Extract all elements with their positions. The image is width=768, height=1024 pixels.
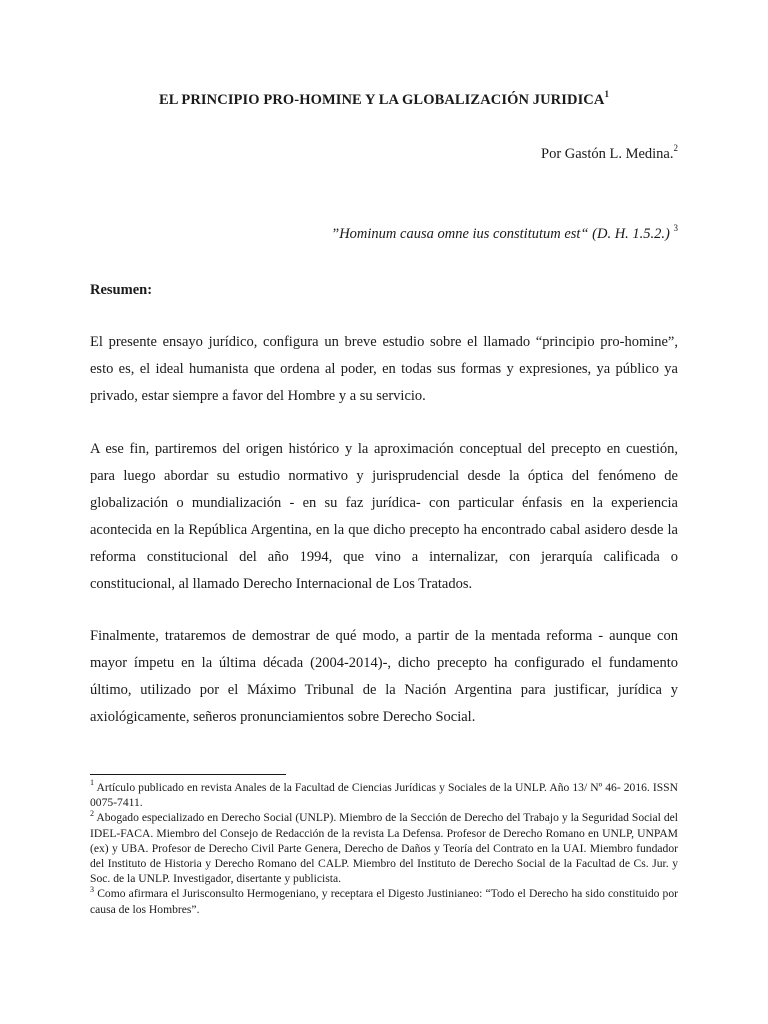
footnote bbox=[90, 780, 678, 810]
epigraph bbox=[331, 223, 678, 243]
footnote-ref-3: 3 bbox=[673, 223, 678, 234]
footnote-mark: 3 bbox=[90, 884, 95, 894]
document-page bbox=[90, 0, 678, 1024]
footnote-separator bbox=[90, 774, 286, 775]
section-heading: Resumen: bbox=[90, 282, 153, 298]
footnote bbox=[90, 810, 678, 886]
epigraph-reference: (D. H. 1.5.2.) bbox=[592, 226, 670, 242]
footnotes bbox=[90, 780, 678, 917]
paragraph: El presente ensayo jurídico, configura un breve estudio sobre el llamado “principio pro-homine”, esto es, el ideal humanista que ordena al poder, en todas sus formas y expresiones, ya público ya privado, estar siempre a favor del Hombre y a su servicio. bbox=[90, 334, 678, 404]
paragraph: A ese fin, partiremos del origen histórico y la aproximación conceptual del precepto en cuestión, para luego abordar su estudio normativo y jurisprudencial desde la óptica del fenómeno de globalización o mundialización - en su faz jurídica- con particular énfasis en la experiencia acontecida en la República Argentina, en la que dicho precepto ha encontrado cabal asidero desde la reforma constitucional del año 1994, que vino a internalizar, con jerarquía calificada o constitucional, al llamado Derecho Internacional de Los Tratados. bbox=[90, 441, 678, 592]
document-title bbox=[90, 89, 678, 109]
footnote-text: Artículo publicado en revista Anales de la Facultad de Ciencias Jurídicas y Sociales de la UNLP. Año 13/ Nº 46- 2016. ISSN 0075-7411. bbox=[90, 781, 678, 810]
footnote bbox=[90, 886, 678, 916]
paragraph: Finalmente, trataremos de demostrar de qué modo, a partir de la mentada reforma - aunque con mayor ímpetu en la última década (2004-2014)-, dicho precepto ha configurado el fundamento último, utilizado por el Máximo Tribunal de la Nación Argentina para justificar, jurídica y axiológicamente, señeros pronunciamientos sobre Derecho Social. bbox=[90, 628, 678, 725]
author-line bbox=[541, 143, 678, 163]
footnote-text: Abogado especializado en Derecho Social (UNLP). Miembro de la Sección de Derecho del Trabajo y la Seguridad Social del IDEL-FACA. Miembro del Consejo de Redacción de la revista La Defensa. Profesor de Derecho Romano en UNLP, UNPAM (ex) y UBA. Profesor de Derecho Civil Parte Genera, Derecho de Daños y Teoría del Contrato en la UAI. Miembro fundador del Instituto de Historia y Derecho Romano del CALP. Miembro del Instituto de Derecho Social de la Facultad de Cs. Jur. y Soc. de la UNLP. Investigador, disertante y publicista. bbox=[90, 811, 678, 886]
footnote-ref-1: 1 bbox=[604, 89, 610, 100]
footnote-text: Como afirmara el Jurisconsulto Hermogeniano, y receptara el Digesto Justinianeo: “Todo el Derecho ha sido constituido por causa de los Hombres”. bbox=[90, 887, 678, 916]
document-title-text: EL PRINCIPIO PRO-HOMINE Y LA GLOBALIZACIÓN JURIDICA bbox=[158, 92, 605, 108]
footnote-mark: 1 bbox=[90, 778, 95, 788]
footnote-ref-2: 2 bbox=[673, 143, 678, 154]
footnote-mark: 2 bbox=[90, 808, 95, 818]
author-name: Por Gastón L. Medina. bbox=[541, 146, 674, 162]
epigraph-quote: ”Hominum causa omne ius constitutum est“ bbox=[331, 226, 589, 242]
